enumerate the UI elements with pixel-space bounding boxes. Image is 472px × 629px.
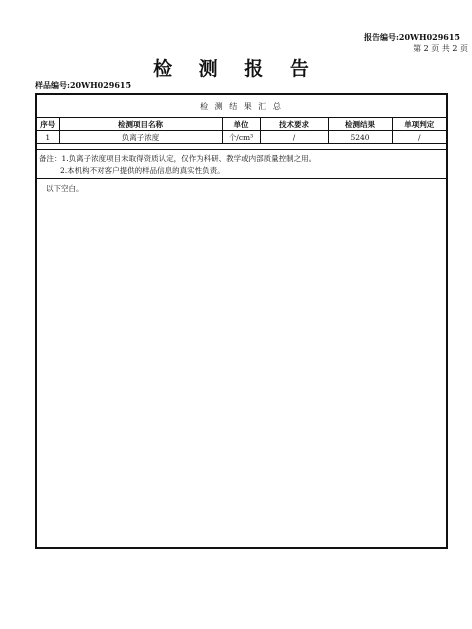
results-table	[37, 118, 446, 144]
cell-judgement: /	[392, 131, 446, 144]
table-bottom-divider	[37, 145, 446, 150]
table-row	[37, 131, 446, 144]
cell-requirement: /	[260, 131, 328, 144]
cell-item-name: 负离子浓度	[59, 131, 222, 144]
note-line-1: 备注：1.负离子浓度项目未取得资质认定，仅作为科研、教学或内部质量控制之用。	[39, 154, 317, 163]
report-number: 报告编号:20WH029615	[363, 32, 460, 42]
cell-index: 1	[37, 131, 59, 144]
column-header-unit: 单位	[222, 118, 260, 131]
cell-unit: 个/cm³	[222, 131, 260, 144]
page-title: 检 测 报 告	[153, 58, 319, 80]
column-header-item-name: 检测项目名称	[59, 118, 222, 131]
notes-block	[39, 153, 316, 177]
column-header-index: 序号	[37, 118, 59, 131]
note-line-2: 2.本机构不对客户提供的样品信息的真实性负责。	[60, 166, 225, 175]
summary-title: 检 测 结 果 汇 总	[37, 95, 446, 118]
column-header-judgement: 单项判定	[392, 118, 446, 131]
cell-result: 5240	[328, 131, 392, 144]
table-header-row	[37, 118, 446, 131]
report-frame	[35, 93, 448, 549]
blank-below-note: 以下空白。	[46, 184, 84, 193]
column-header-requirement: 技术要求	[260, 118, 328, 131]
notes-divider	[37, 178, 446, 179]
sample-number: 样品编号:20WH029615	[35, 80, 132, 90]
page-indicator: 第 2 页 共 2 页	[413, 44, 468, 53]
column-header-result: 检测结果	[328, 118, 392, 131]
